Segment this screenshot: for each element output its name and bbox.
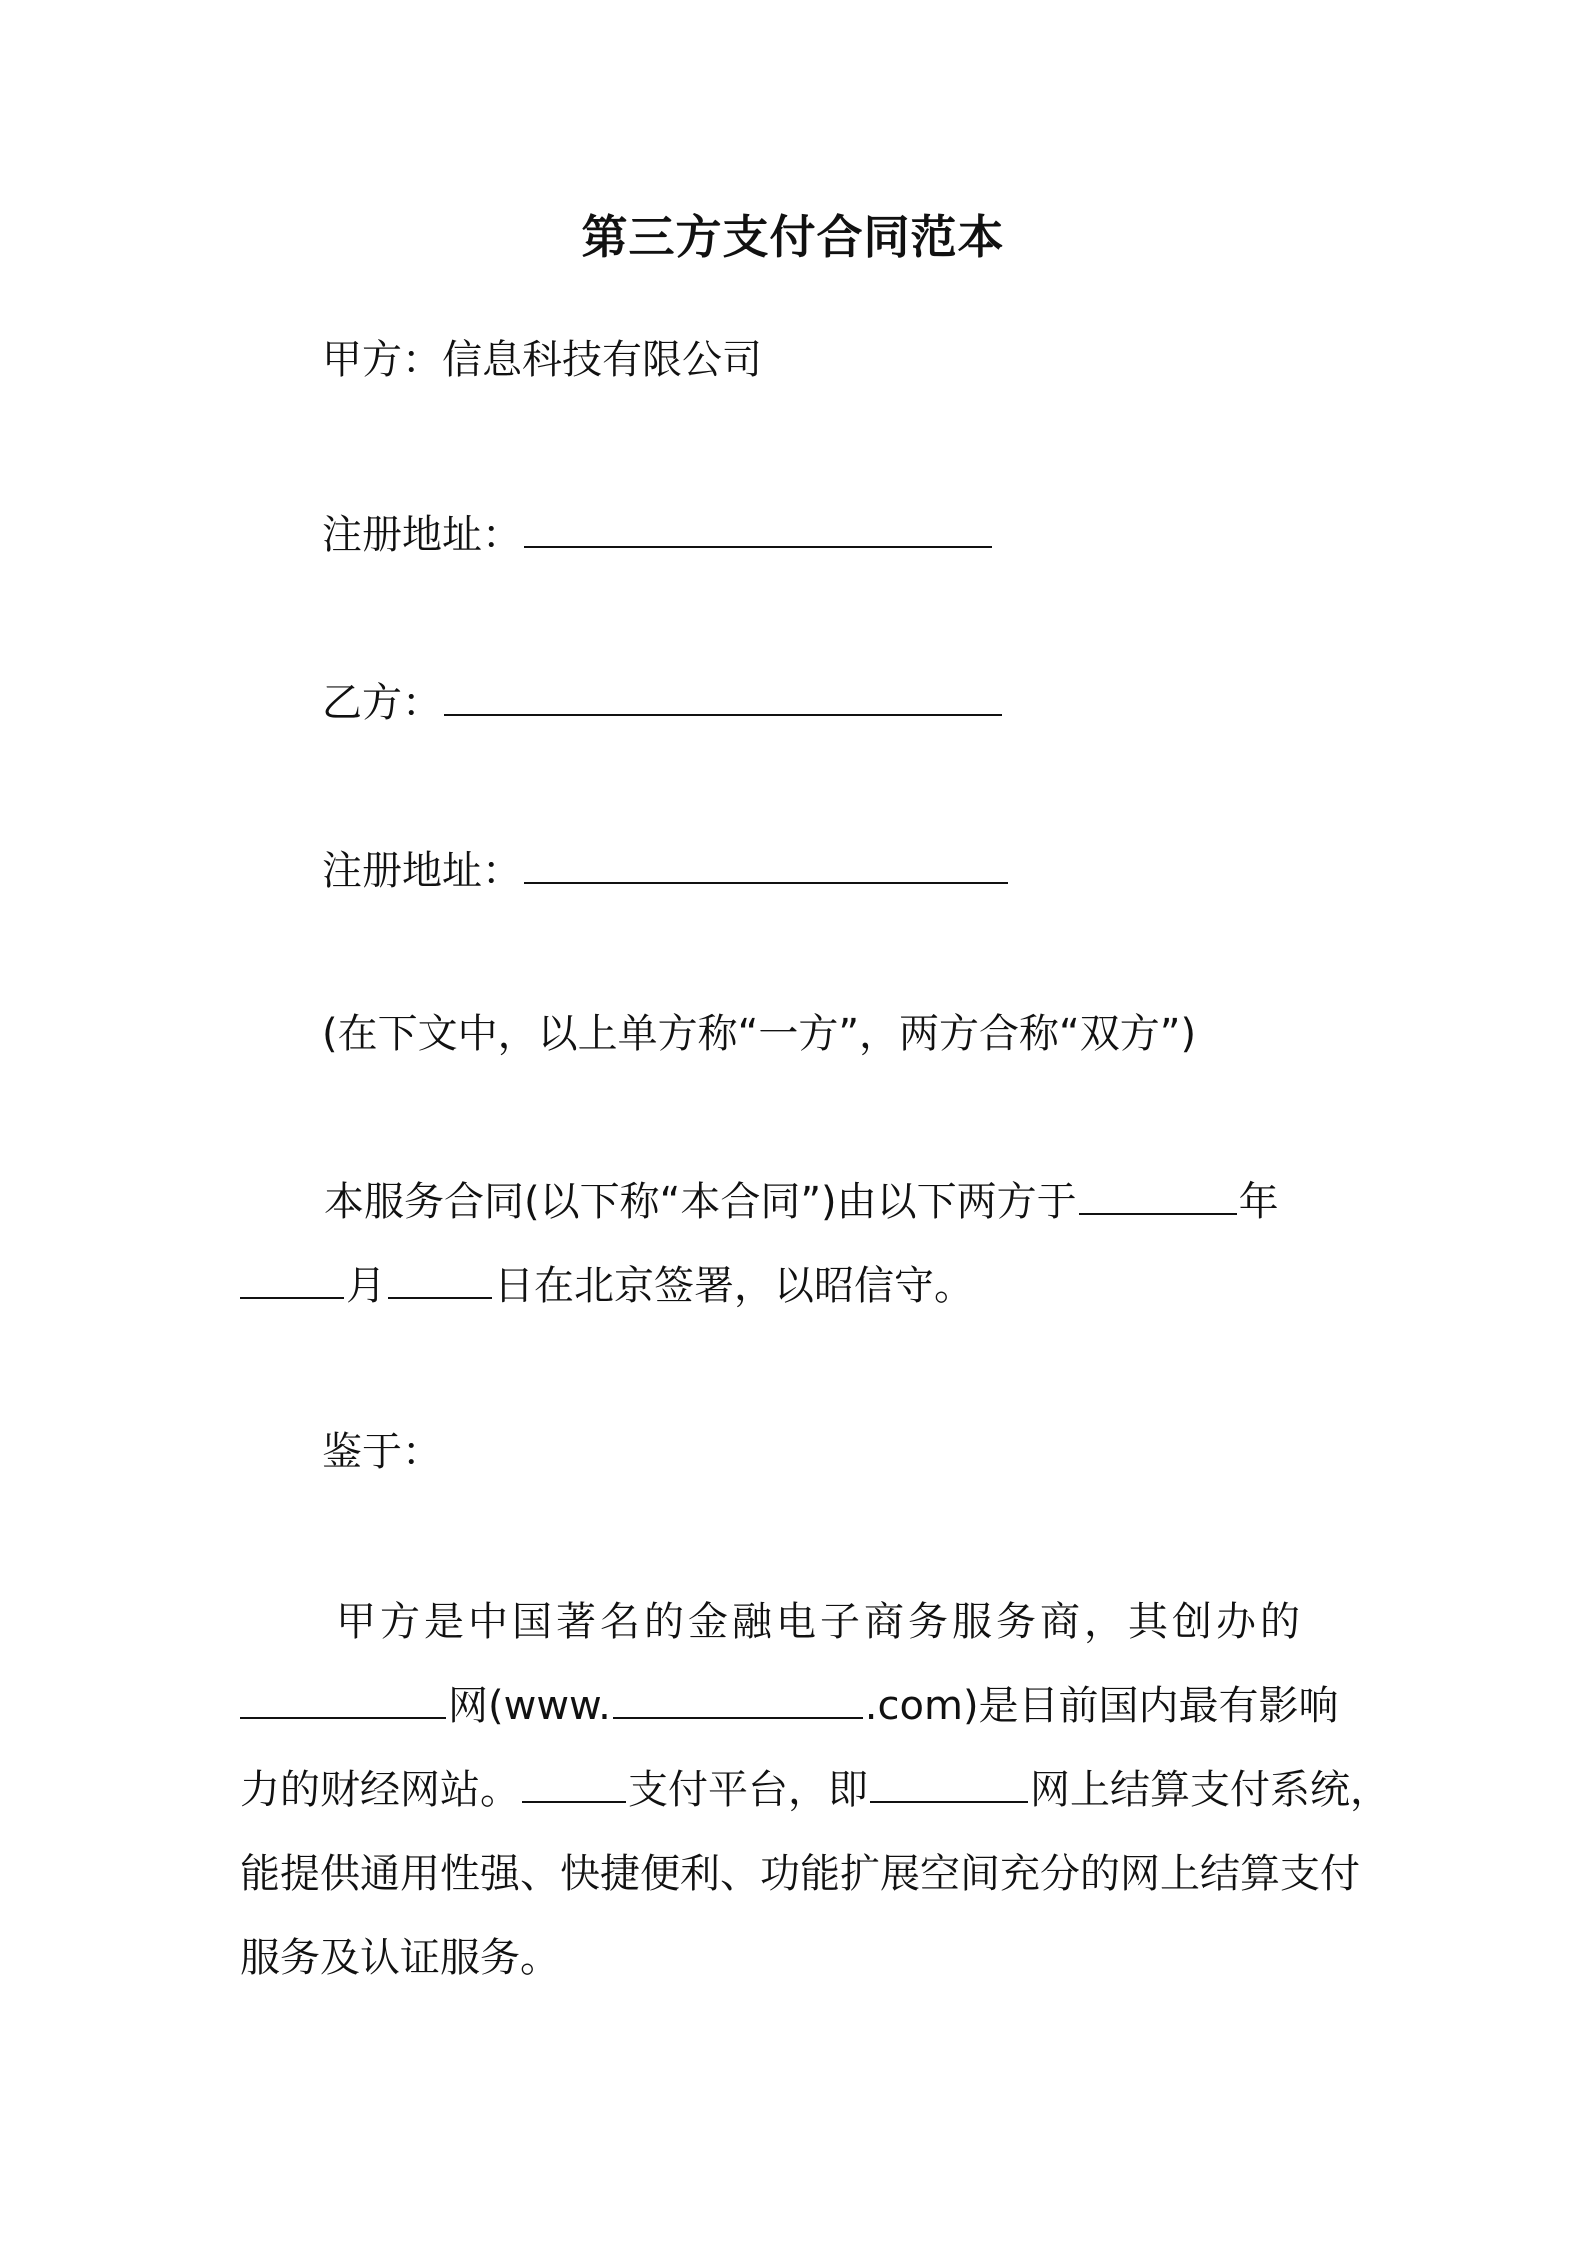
signing-day-blank[interactable] <box>388 1253 492 1299</box>
party-a-address-line <box>322 502 994 565</box>
party-a-label: 甲方： <box>322 337 442 383</box>
domain-blank[interactable] <box>613 1673 863 1719</box>
party-b-label: 乙方： <box>322 680 442 726</box>
party-b-address-blank[interactable] <box>524 838 1008 884</box>
party-b-address-line <box>322 838 1010 901</box>
registered-address-label: 注册地址： <box>322 512 522 558</box>
website-name-blank[interactable] <box>240 1673 446 1719</box>
party-b-name-blank[interactable] <box>444 670 1002 716</box>
signing-line-2 <box>240 1244 1360 1328</box>
platform-name-blank[interactable] <box>522 1757 626 1803</box>
signing-month-blank[interactable] <box>240 1253 344 1299</box>
whereas-line-1: 甲方是中国著名的金融电子商务服务商，其创办的 <box>336 1599 1304 1645</box>
definition-note: (在下文中，以上单方称“一方”，两方合称“双方”) <box>322 1011 1197 1057</box>
party-b-line <box>322 670 1004 733</box>
party-a-line <box>322 330 762 390</box>
whereas-line-4: 能提供通用性强、快捷便利、功能扩展空间充分的网上结算支付 <box>240 1851 1360 1897</box>
document-title: 第三方支付合同范本 <box>581 210 1005 264</box>
signing-year-blank[interactable] <box>1079 1169 1237 1215</box>
day-text: 日在北京签署，以昭信守。 <box>494 1263 974 1309</box>
signing-paragraph <box>240 1160 1360 1328</box>
system-name-blank[interactable] <box>870 1757 1028 1803</box>
signing-line-1: 本服务合同(以下称“本合同”)由以下两方于 年 <box>240 1160 1360 1244</box>
party-a-value: 信息科技有限公司 <box>442 337 762 383</box>
whereas-label: 鉴于： <box>322 1429 442 1475</box>
whereas-paragraph <box>240 1580 1390 2000</box>
whereas-line-2: 网(www. .com)是目前国内最有影响 <box>240 1664 1360 1748</box>
whereas-line-5: 服务及认证服务。 <box>240 1935 560 1981</box>
registered-address-label: 注册地址： <box>322 848 522 894</box>
whereas-line-3: 力的财经网站。 支付平台，即 网上结算支付系统， <box>240 1748 1360 1832</box>
party-a-address-blank[interactable] <box>524 502 992 548</box>
month-label: 月 <box>346 1263 386 1309</box>
year-label: 年 <box>1238 1179 1279 1225</box>
